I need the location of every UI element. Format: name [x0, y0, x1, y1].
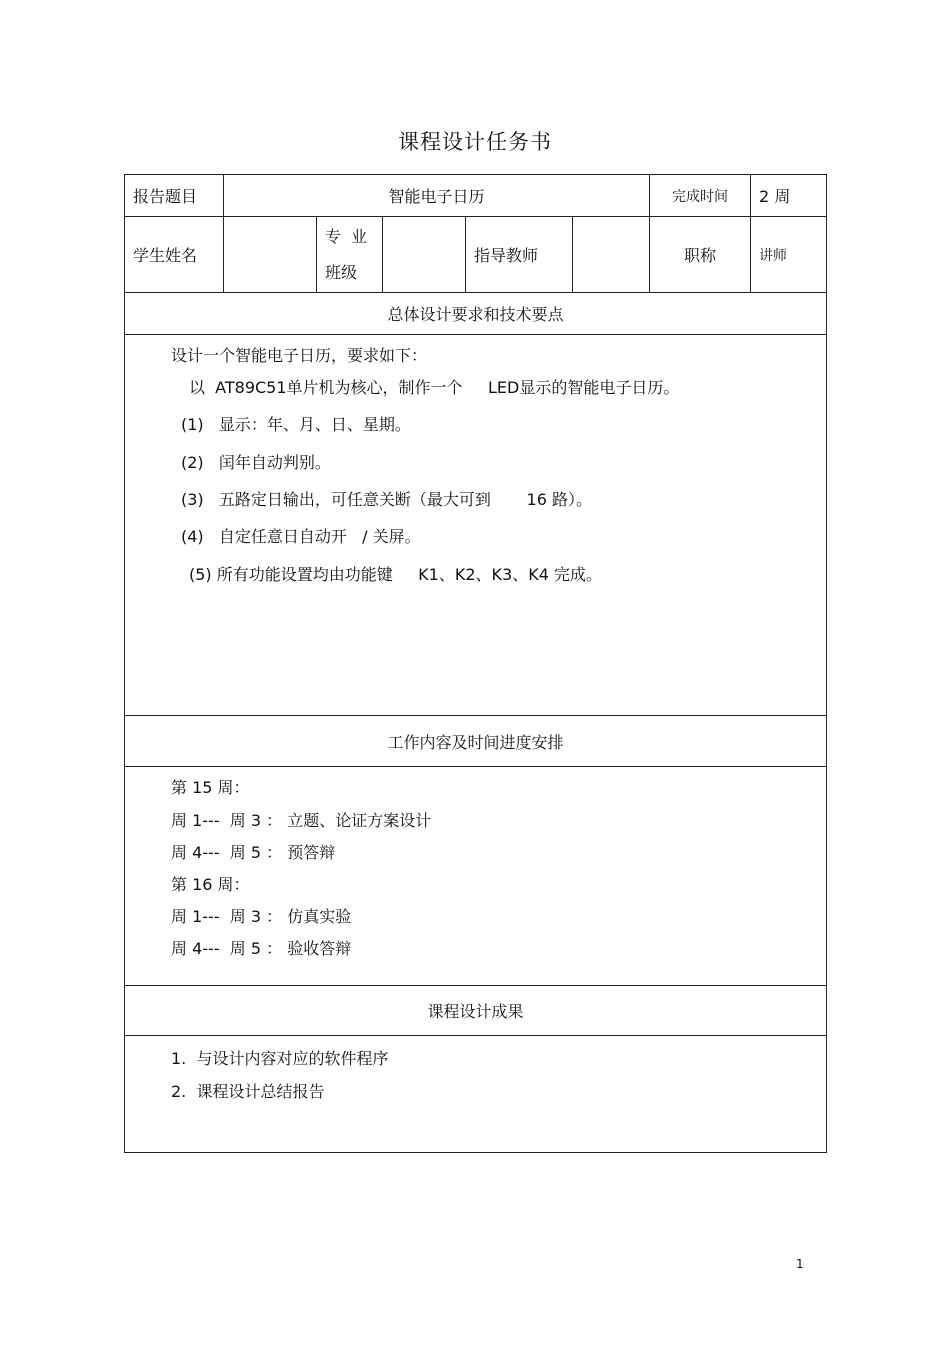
label-teacher: 指导教师	[466, 217, 573, 293]
requirement-line: (4) 自定任意日自动开 / 关屏。	[181, 527, 421, 546]
document-title: 课程设计任务书	[398, 130, 552, 154]
schedule-line: 周 4--- 周 5 ： 预答辩	[171, 843, 336, 862]
section-results-heading: 课程设计成果	[125, 986, 827, 1036]
completion-time-value: 2 周	[751, 175, 827, 217]
requirement-line: 设计一个智能电子日历，要求如下：	[171, 346, 428, 365]
label-major: 专 业	[325, 226, 368, 246]
section-requirements-content	[125, 335, 827, 716]
label-topic: 报告题目	[125, 175, 224, 217]
schedule-line: 周 4--- 周 5 ： 验收答辩	[171, 939, 352, 958]
schedule-line: 周 1--- 周 3 ： 仿真实验	[171, 907, 352, 926]
requirement-line: (3) 五路定日输出，可任意关断（最大可到 16 路）。	[181, 490, 592, 509]
task-table	[124, 174, 827, 1153]
section-schedule-heading: 工作内容及时间进度安排	[125, 716, 827, 767]
schedule-line: 第 16 周：	[171, 875, 250, 894]
result-line: 2. 课程设计总结报告	[171, 1082, 325, 1101]
section-schedule-content	[125, 767, 827, 986]
major-class-value	[383, 217, 466, 293]
label-major-class	[317, 217, 383, 293]
page-number: 1	[796, 1257, 804, 1271]
requirement-line: (2) 闰年自动判别。	[181, 453, 331, 472]
section-results-content	[125, 1036, 827, 1153]
label-student-name: 学生姓名	[125, 217, 224, 293]
schedule-line: 第 15 周：	[171, 778, 250, 797]
result-line: 1. 与设计内容对应的软件程序	[171, 1049, 389, 1068]
student-name-value	[224, 217, 317, 293]
rank-value: 讲师	[751, 217, 827, 293]
requirement-line: (5) 所有功能设置均由功能键 K1、K2、K3、K4 完成。	[189, 565, 602, 584]
label-rank: 职称	[650, 217, 751, 293]
topic-value: 智能电子日历	[224, 175, 650, 217]
requirement-line: (1) 显示：年、月、日、星期。	[181, 415, 411, 434]
schedule-line: 周 1--- 周 3 ： 立题、论证方案设计	[171, 811, 432, 830]
teacher-value	[573, 217, 650, 293]
label-completion-time: 完成时间	[650, 175, 751, 217]
requirement-line: 以 AT89C51单片机为核心，制作一个 LED显示的智能电子日历。	[189, 378, 680, 397]
label-class: 班级	[325, 262, 358, 282]
section-requirements-heading: 总体设计要求和技术要点	[125, 293, 827, 335]
